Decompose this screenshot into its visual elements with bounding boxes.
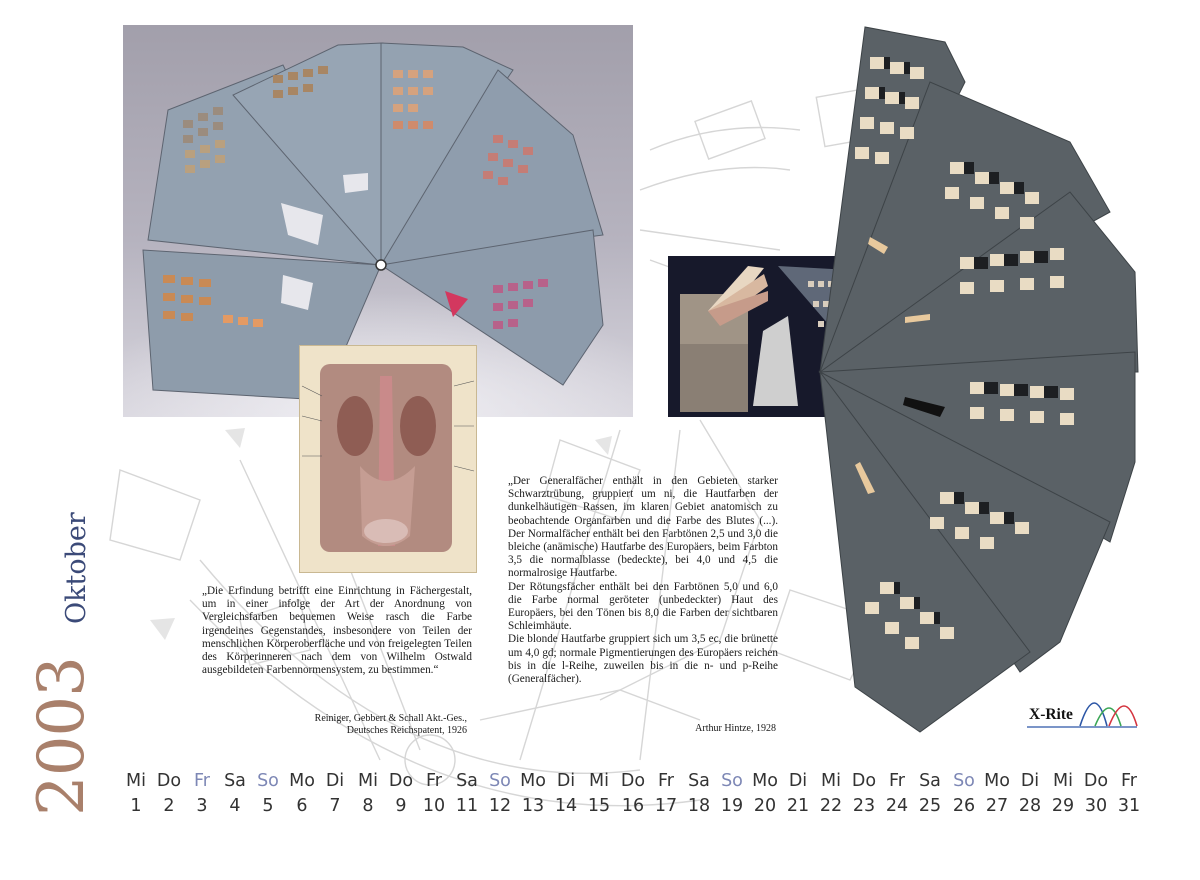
day-number: 17 bbox=[654, 796, 678, 816]
day-number: 25 bbox=[918, 796, 942, 816]
day-number: 27 bbox=[985, 796, 1009, 816]
weekday-label: Fr bbox=[889, 771, 905, 791]
weekday-label: Do bbox=[851, 771, 877, 791]
day-number: 31 bbox=[1117, 796, 1141, 816]
weekday-label: Mo bbox=[520, 771, 546, 791]
weekday-label: Sa bbox=[456, 771, 478, 791]
weekday-label: Fr bbox=[1121, 771, 1137, 791]
anatomy-illustration bbox=[300, 346, 476, 572]
day-number: 19 bbox=[720, 796, 744, 816]
calendar-year: 2003 bbox=[25, 657, 99, 816]
day-number: 9 bbox=[395, 796, 407, 816]
weekday-label: Mo bbox=[752, 771, 778, 791]
weekday-label: Sa bbox=[224, 771, 246, 791]
anatomy-plate-photo bbox=[299, 345, 477, 573]
day-number: 24 bbox=[885, 796, 909, 816]
weekday-label: So bbox=[721, 771, 743, 791]
day-number: 13 bbox=[521, 796, 545, 816]
weekday-label: Fr bbox=[658, 771, 674, 791]
day-number: 21 bbox=[786, 796, 810, 816]
day-number: 29 bbox=[1051, 796, 1075, 816]
hintze-quote-paragraph-1: „Der Generalfächer enthält in den Gebieten starker Schwarztrübung, gruppiert um ni, die Hautfarben der dunkelhäutigen Rassen, im klaren Gebiet anatomisch zu beobachtende Organfarben und die Farbe des Blutes (...). Der Normalfächer enthält bei den Farbtönen 2,5 und 3,0 die bleiche (anämische) Hautfarbe des Europäers, beim Farbton 3,5 die normalblasse (bedeckte), bei 4,0 und 4,5 die normalrosige Hautfarbe. bbox=[508, 475, 778, 580]
day-number: 18 bbox=[687, 796, 711, 816]
weekday-label: Mi bbox=[589, 771, 609, 791]
x-rite-logo bbox=[1025, 686, 1140, 734]
day-number: 22 bbox=[819, 796, 843, 816]
patent-source-line-2: Deutsches Reichspatent, 1926 bbox=[346, 725, 467, 736]
weekday-label: So bbox=[489, 771, 511, 791]
day-number: 11 bbox=[455, 796, 479, 816]
weekday-label: Mi bbox=[1053, 771, 1073, 791]
day-number: 28 bbox=[1018, 796, 1042, 816]
day-number: 3 bbox=[196, 796, 208, 816]
weekday-label: So bbox=[953, 771, 975, 791]
weekday-label: Di bbox=[788, 771, 808, 791]
general-fan-illustration bbox=[780, 22, 1140, 742]
fan-pivot bbox=[376, 260, 386, 270]
logo-text: X-Rite bbox=[1029, 706, 1073, 723]
day-number: 1 bbox=[130, 796, 142, 816]
weekday-label: Mi bbox=[358, 771, 378, 791]
day-number: 12 bbox=[488, 796, 512, 816]
hintze-quote-paragraph-2: Der Rötungsfächer enthält bei den Farbtönen 5,0 und 6,0 die Farbe normal geröteter (unbedeckter) Haut des Europäers, bei den Tönen bis 8,0 die Farben der sichtbaren Schleimhäute. bbox=[508, 580, 778, 633]
day-number: 20 bbox=[753, 796, 777, 816]
weekday-label: Mo bbox=[984, 771, 1010, 791]
hintze-quote-paragraph-3: Die blonde Hautfarbe gruppiert sich um 3,5 ec, die brünette um 4,0 gd; normale Pigmentierungen des Europäers reichen bis in die l-Reihe, zuweilen bis in die n- und p-Reihe (Generalfächer). bbox=[508, 633, 778, 686]
day-number: 15 bbox=[587, 796, 611, 816]
patent-quote: „Die Erfindung betrifft eine Einrichtung in Fächergestalt, um in einer infolge der Art der Anordnung von Vergleichsfarben bequemen Weise rasch die Farbe irgendeines Gegenstandes, insbesondere von Teilen der menschlichen Körperoberfläche und von freigelegten Teilen des Körperinneren nach dem von Wilhelm Ostwald ausgebildeten Farbennormensystem, zu bestimmen.“ bbox=[202, 585, 472, 677]
day-number: 6 bbox=[296, 796, 308, 816]
weekday-label: Sa bbox=[919, 771, 941, 791]
day-number: 8 bbox=[362, 796, 374, 816]
general-color-fan bbox=[780, 22, 1140, 742]
weekday-label: Fr bbox=[426, 771, 442, 791]
weekday-label: Fr bbox=[194, 771, 210, 791]
day-number: 4 bbox=[229, 796, 241, 816]
weekday-label: Mi bbox=[821, 771, 841, 791]
calendar-month: Oktober bbox=[61, 512, 92, 624]
weekday-label: Di bbox=[325, 771, 345, 791]
patent-quote-source bbox=[262, 713, 467, 737]
weekday-label: Sa bbox=[688, 771, 710, 791]
weekday-label: Mi bbox=[126, 771, 146, 791]
day-number: 5 bbox=[262, 796, 274, 816]
day-number: 16 bbox=[621, 796, 645, 816]
hintze-quote bbox=[508, 475, 778, 686]
weekday-label: Di bbox=[1020, 771, 1040, 791]
patent-source-line-1: Reiniger, Gebbert & Schall Akt.-Ges., bbox=[314, 713, 467, 724]
day-number: 23 bbox=[852, 796, 876, 816]
weekday-label: Do bbox=[1083, 771, 1109, 791]
day-number: 7 bbox=[329, 796, 341, 816]
day-number: 26 bbox=[952, 796, 976, 816]
weekday-label: Do bbox=[388, 771, 414, 791]
weekday-label: Di bbox=[556, 771, 576, 791]
weekday-label: Do bbox=[620, 771, 646, 791]
weekday-label: So bbox=[257, 771, 279, 791]
day-number: 14 bbox=[554, 796, 578, 816]
day-number: 10 bbox=[422, 796, 446, 816]
day-number: 2 bbox=[163, 796, 175, 816]
weekday-label: Do bbox=[156, 771, 182, 791]
hintze-quote-source: Arthur Hintze, 1928 bbox=[695, 723, 776, 734]
weekday-label: Mo bbox=[289, 771, 315, 791]
day-number: 30 bbox=[1084, 796, 1108, 816]
